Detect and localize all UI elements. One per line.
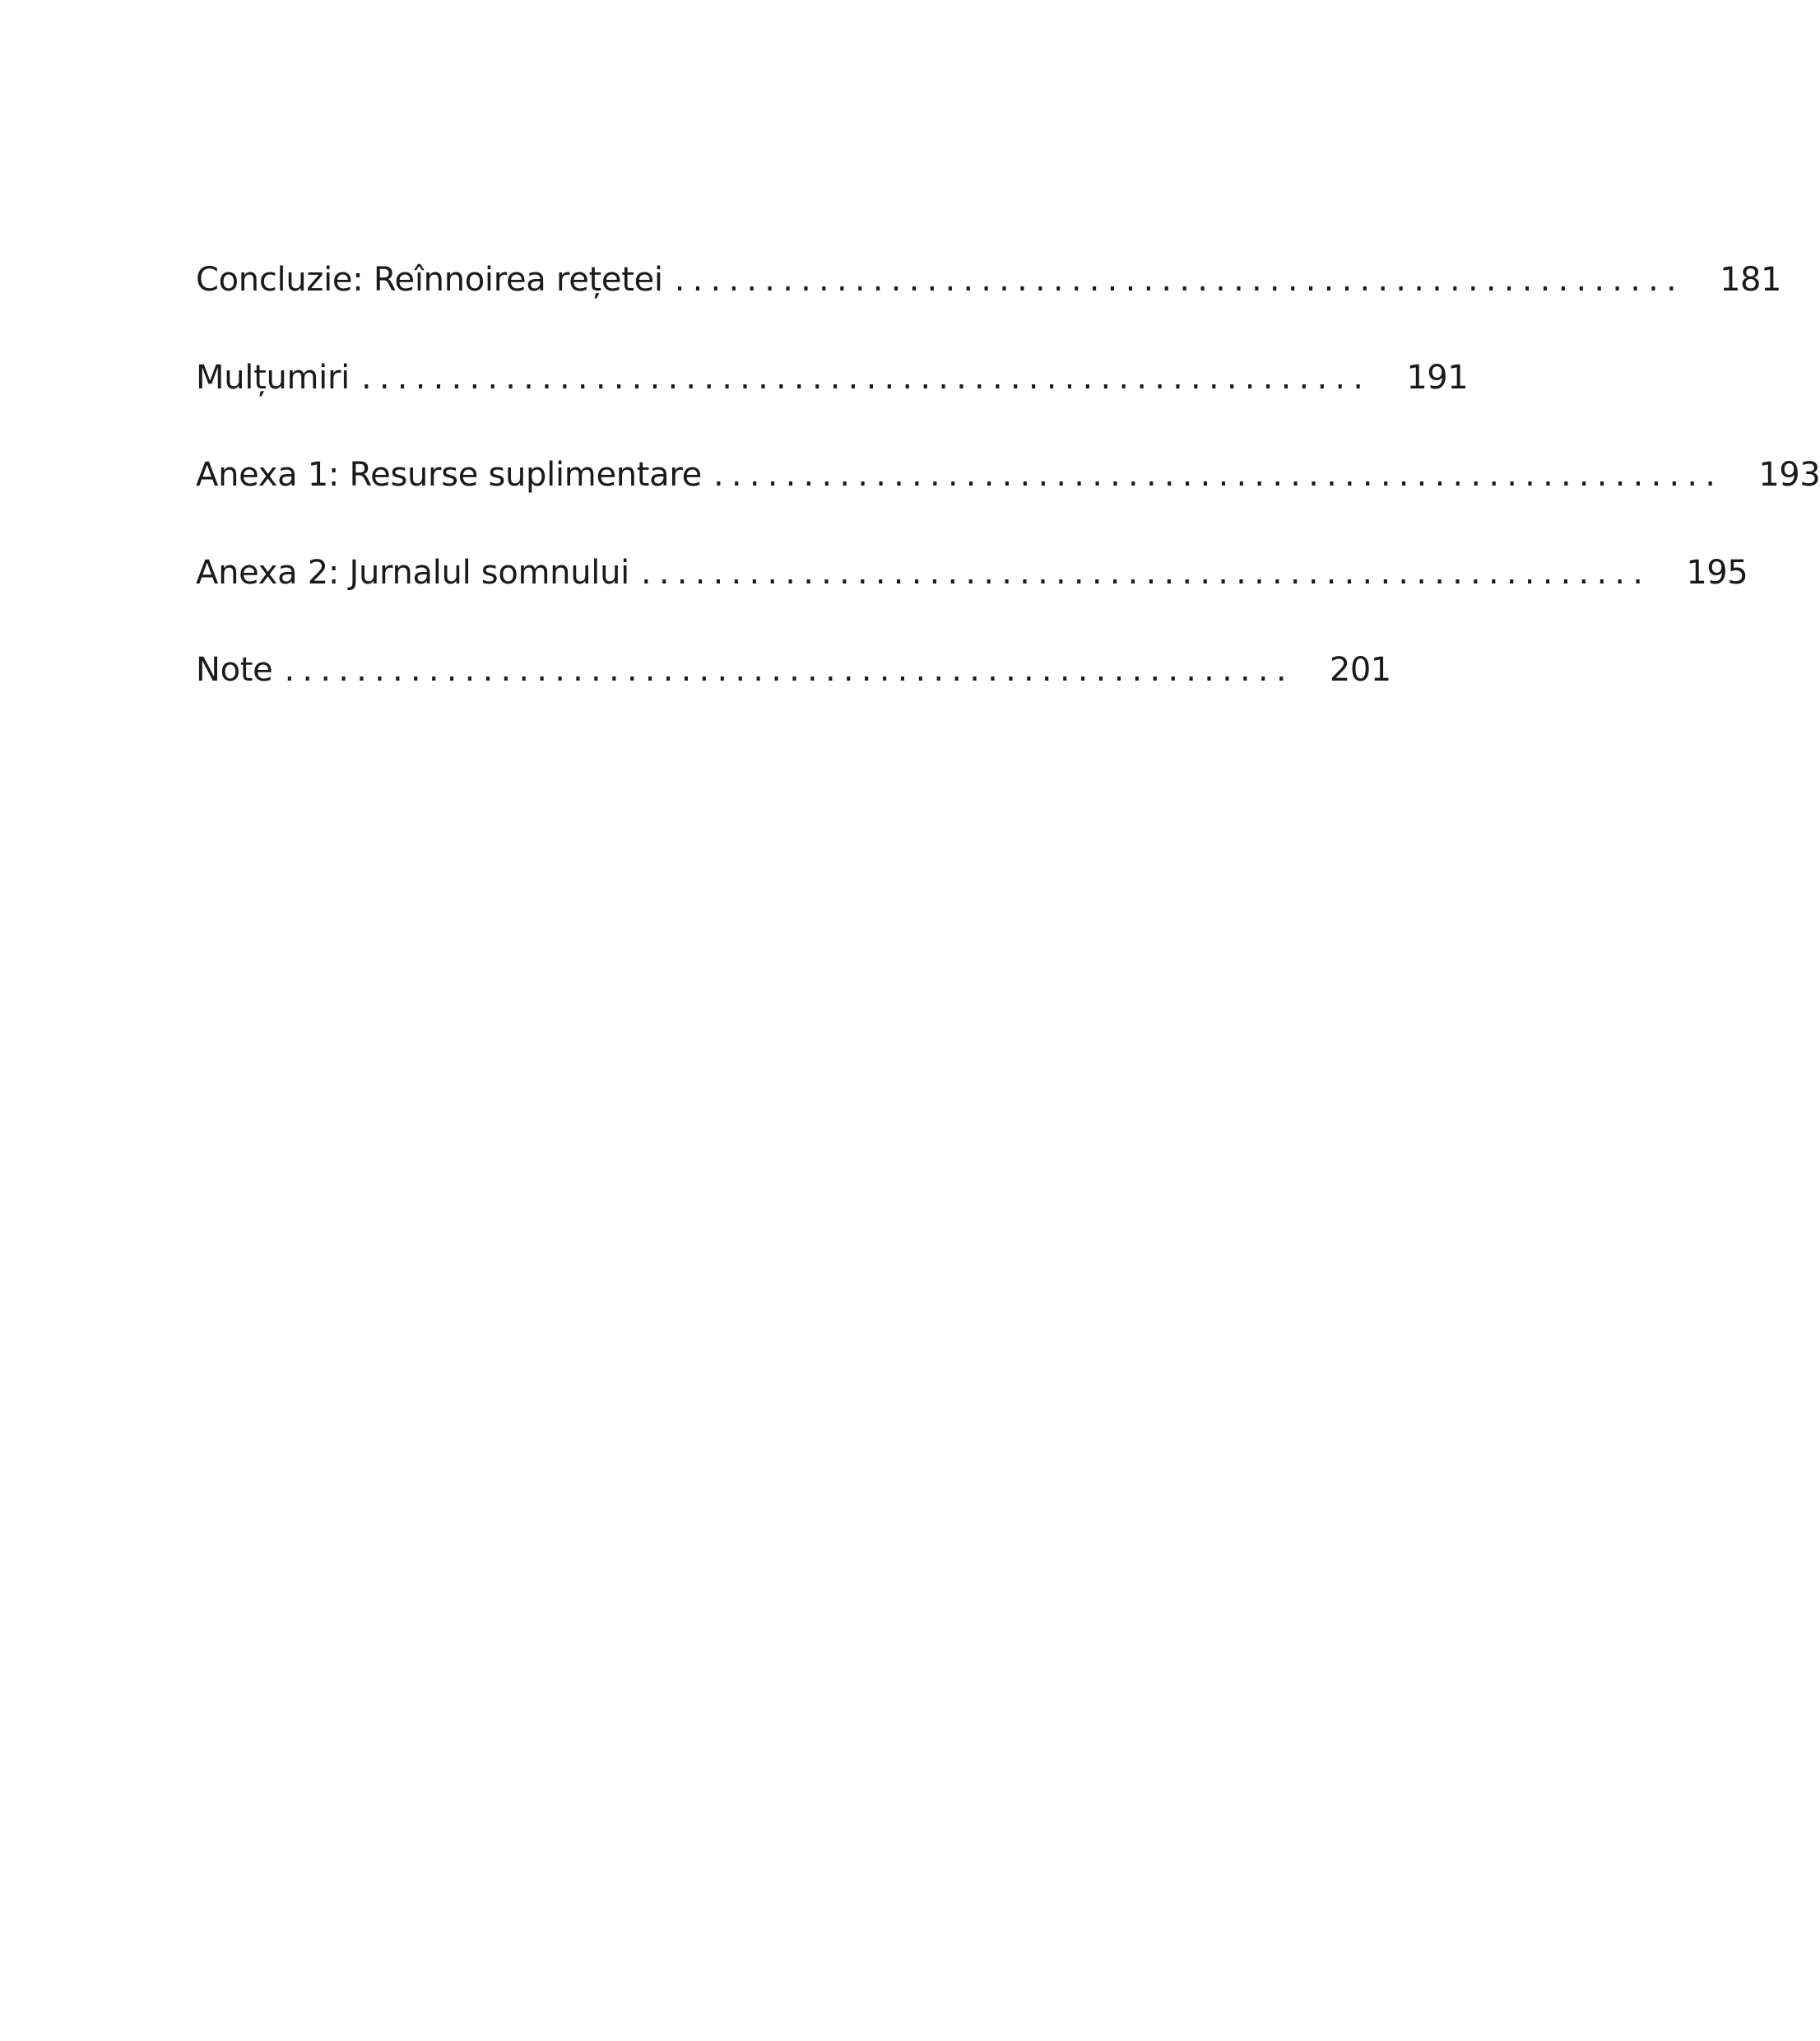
toc-entry-title: Note xyxy=(196,651,273,689)
dot-leader: ........................................................ xyxy=(640,553,1651,592)
dot-leader: ........................................................ xyxy=(284,651,1294,689)
toc-entry-anexa-2[interactable] xyxy=(196,548,1748,646)
toc-entry-anexa-1[interactable] xyxy=(196,450,1820,548)
toc-entry-note[interactable] xyxy=(196,645,1391,743)
toc-entry-multumiri[interactable] xyxy=(196,353,1469,451)
toc-entry-page-number: 201 xyxy=(1329,651,1391,689)
dot-leader: ........................................................ xyxy=(674,261,1684,299)
toc-entry-concluzie[interactable] xyxy=(196,255,1781,353)
toc-entry-page-number: 195 xyxy=(1686,553,1748,592)
toc-entry-title: Anexa 1: Resurse suplimentare xyxy=(196,456,702,494)
toc-entry-page-number: 181 xyxy=(1720,261,1781,299)
dot-leader: ........................................................ xyxy=(713,456,1724,494)
toc-entry-title: Anexa 2: Jurnalul somnului xyxy=(196,553,629,592)
toc-entry-title: Concluzie: Reînnoirea rețetei xyxy=(196,261,663,299)
toc-entry-page-number: 191 xyxy=(1406,358,1469,397)
table-of-contents xyxy=(196,255,1820,743)
toc-entry-page-number: 193 xyxy=(1758,456,1820,494)
dot-leader: ........................................................ xyxy=(360,358,1372,397)
toc-entry-title: Mulțumiri xyxy=(196,358,350,397)
